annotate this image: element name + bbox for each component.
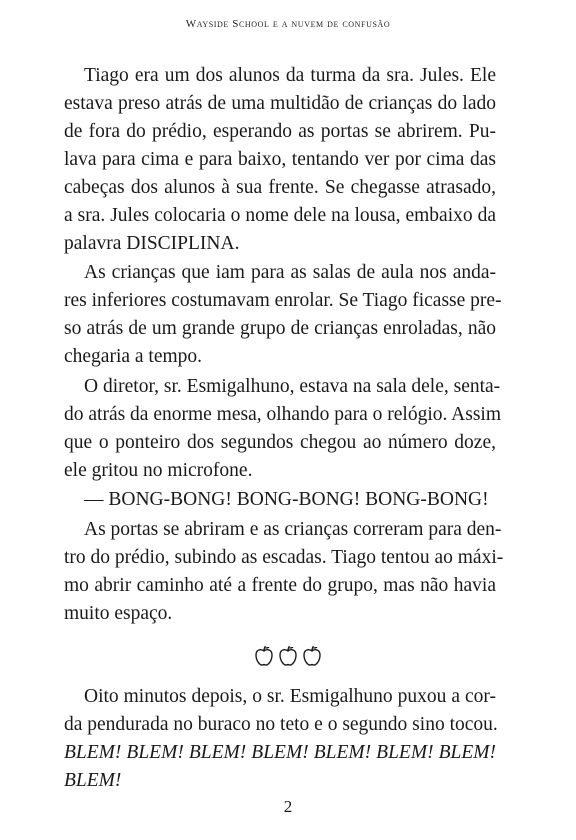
text-line: do atrás da enorme mesa, olhando para o relógio. Assim <box>64 404 502 425</box>
text-line: da pendurada no buraco no teto e o segundo sino tocou. <box>64 714 498 735</box>
page-number: 2 <box>283 797 293 816</box>
running-head: Wayside School e a nuvem de confusão <box>185 18 391 30</box>
apple-icon <box>302 645 322 667</box>
text-line: — BONG-BONG! BONG-BONG! BONG-BONG! <box>84 489 489 510</box>
text-line: BLEM! BLEM! BLEM! BLEM! BLEM! BLEM! BLEM! <box>64 742 496 763</box>
text-line: que o ponteiro dos segundos chegou ao número doze, <box>64 432 496 453</box>
text-line: muito espaço. <box>64 603 173 624</box>
text-line: Tiago era um dos alunos da turma da sra. Jules. Ele <box>84 65 496 86</box>
text-line: O diretor, sr. Esmigalhuno, estava na sala dele, senta- <box>84 376 501 397</box>
text-line: palavra DISCIPLINA. <box>64 233 240 254</box>
apple-icon <box>254 645 274 667</box>
text-line: so atrás de um grande grupo de crianças enroladas, não <box>64 318 496 339</box>
text-line: a sra. Jules colocaria o nome dele na lousa, embaixo da <box>64 205 496 226</box>
apple-icon <box>278 645 298 667</box>
text-line: mo abrir caminho até a frente do grupo, mas não havia <box>64 575 496 596</box>
text-line: As portas se abriram e as crianças correram para den- <box>84 519 502 540</box>
text-line: res inferiores costumavam enrolar. Se Tiago ficasse pre- <box>64 290 502 311</box>
text-line: estava preso atrás de uma multidão de crianças do lado <box>64 93 496 114</box>
section-break-ornament <box>0 645 576 671</box>
text-line: lava para cima e para baixo, tentando ver por cima das <box>64 149 496 170</box>
text-line: cabeças dos alunos à sua frente. Se chegasse atrasado, <box>64 177 496 198</box>
text-line: As crianças que iam para as salas de aula nos anda- <box>84 262 496 283</box>
text-line: chegaria a tempo. <box>64 346 203 367</box>
text-line: tro do prédio, subindo as escadas. Tiago tentou ao máxi- <box>64 547 504 568</box>
text-line: de fora do prédio, esperando as portas se abrirem. Pu- <box>64 121 496 142</box>
text-line: BLEM! <box>64 770 122 791</box>
text-line: Oito minutos depois, o sr. Esmigalhuno puxou a cor- <box>84 686 496 707</box>
text-line: ele gritou no microfone. <box>64 460 253 481</box>
